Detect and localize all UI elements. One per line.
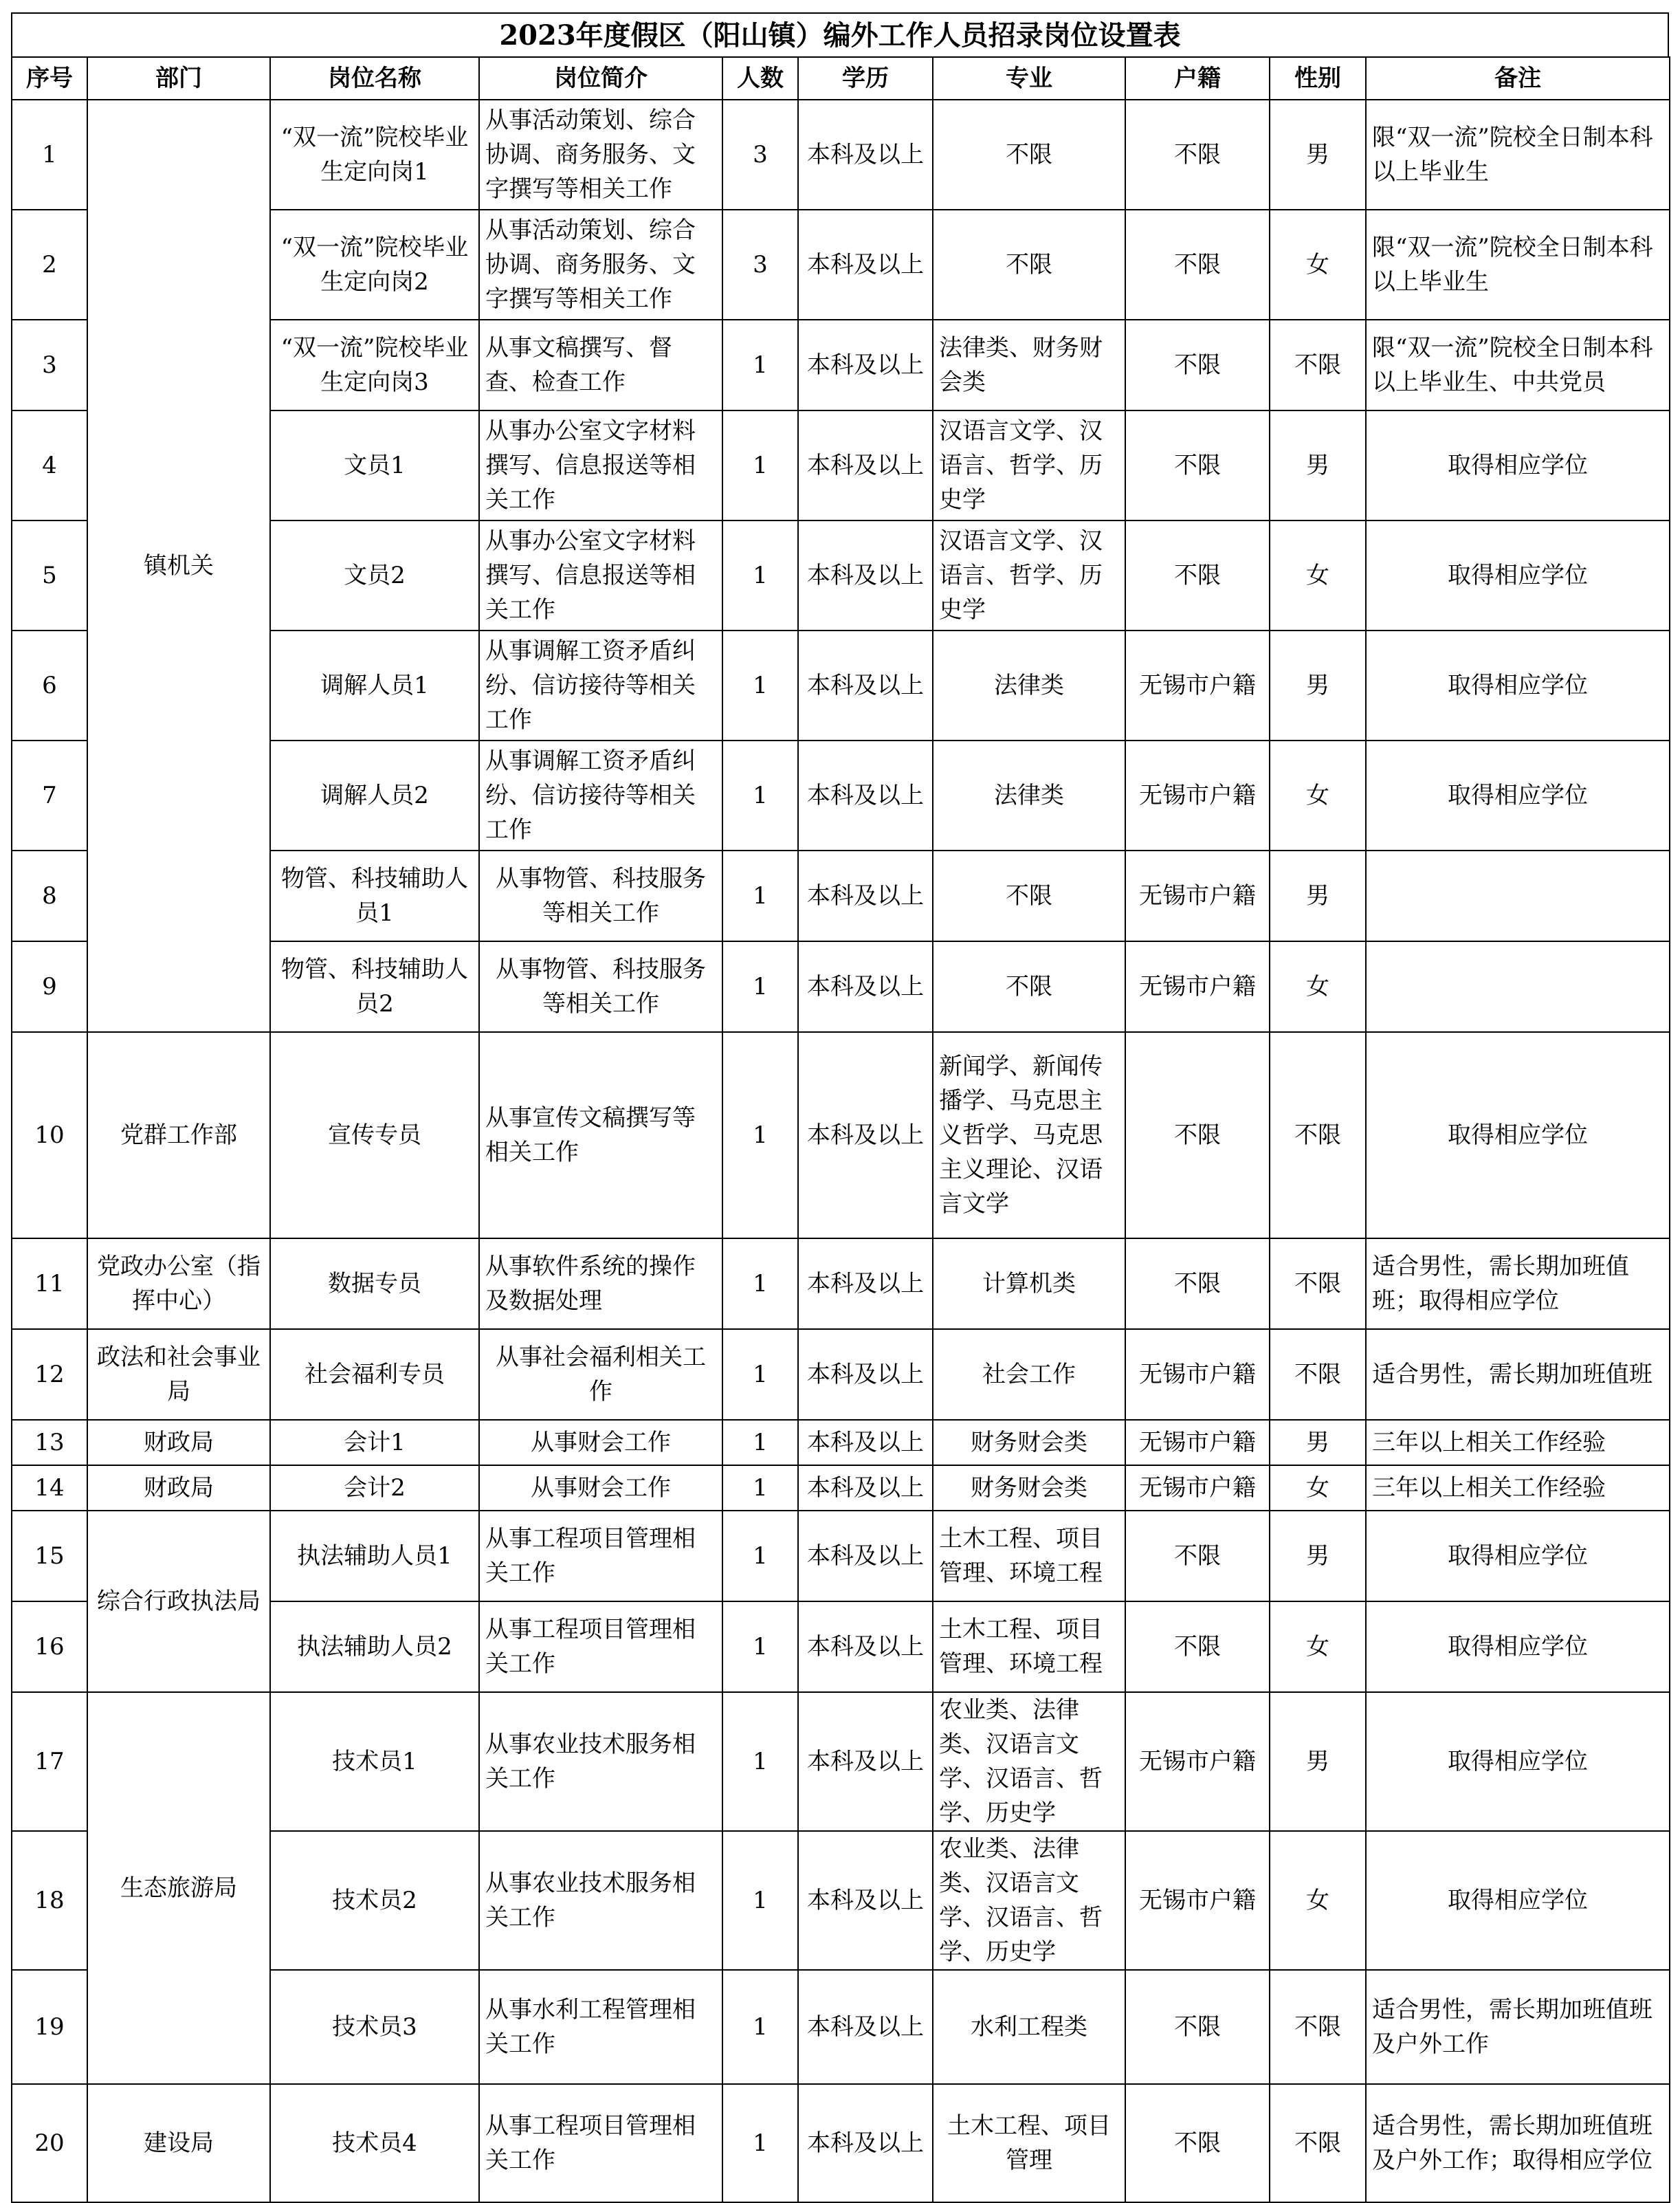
cell-post: 技术员2 bbox=[270, 1831, 479, 1970]
cell-description: 从事物管、科技服务等相关工作 bbox=[479, 941, 722, 1032]
cell-no: 16 bbox=[12, 1601, 87, 1692]
cell-hukou: 不限 bbox=[1125, 1238, 1270, 1329]
cell-post: “双一流”院校毕业生定向岗3 bbox=[270, 320, 479, 410]
cell-note: 取得相应学位 bbox=[1366, 1601, 1670, 1692]
cell-gender: 女 bbox=[1270, 520, 1366, 631]
cell-education: 本科及以上 bbox=[798, 851, 933, 941]
cell-no: 12 bbox=[12, 1329, 87, 1420]
cell-no: 19 bbox=[12, 1970, 87, 2084]
cell-gender: 不限 bbox=[1270, 320, 1366, 410]
cell-major: 财务财会类 bbox=[933, 1465, 1125, 1511]
cell-description: 从事水利工程管理相关工作 bbox=[479, 1970, 722, 2084]
cell-hukou: 不限 bbox=[1125, 2084, 1270, 2202]
cell-description: 从事文稿撰写、督查、检查工作 bbox=[479, 320, 722, 410]
cell-note: 取得相应学位 bbox=[1366, 410, 1670, 520]
header-note: 备注 bbox=[1366, 57, 1670, 100]
table-row bbox=[12, 1032, 1670, 1238]
cell-major: 汉语言文学、汉语言、哲学、历史学 bbox=[933, 520, 1125, 631]
cell-description: 从事工程项目管理相关工作 bbox=[479, 2084, 722, 2202]
cell-count: 1 bbox=[722, 1329, 798, 1420]
cell-department: 党群工作部 bbox=[87, 1032, 270, 1238]
cell-no: 13 bbox=[12, 1420, 87, 1465]
cell-education: 本科及以上 bbox=[798, 2084, 933, 2202]
cell-description: 从事工程项目管理相关工作 bbox=[479, 1601, 722, 1692]
cell-no: 9 bbox=[12, 941, 87, 1032]
cell-description: 从事工程项目管理相关工作 bbox=[479, 1511, 722, 1601]
cell-hukou: 无锡市户籍 bbox=[1125, 1692, 1270, 1831]
cell-note: 取得相应学位 bbox=[1366, 631, 1670, 741]
cell-note: 取得相应学位 bbox=[1366, 520, 1670, 631]
cell-education: 本科及以上 bbox=[798, 1420, 933, 1465]
cell-department: 生态旅游局 bbox=[87, 1692, 270, 2084]
table-row bbox=[12, 2084, 1670, 2202]
cell-gender: 不限 bbox=[1270, 1329, 1366, 1420]
cell-major: 新闻学、新闻传播学、马克思主义哲学、马克思主义理论、汉语言文学 bbox=[933, 1032, 1125, 1238]
cell-major: 土木工程、项目管理、环境工程 bbox=[933, 1601, 1125, 1692]
cell-major: 计算机类 bbox=[933, 1238, 1125, 1329]
cell-note: 限“双一流”院校全日制本科以上毕业生、中共党员 bbox=[1366, 320, 1670, 410]
cell-gender: 女 bbox=[1270, 1831, 1366, 1970]
cell-hukou: 无锡市户籍 bbox=[1125, 941, 1270, 1032]
cell-description: 从事软件系统的操作及数据处理 bbox=[479, 1238, 722, 1329]
header-row bbox=[12, 57, 1670, 100]
table-row bbox=[12, 100, 1670, 210]
table-row bbox=[12, 1511, 1670, 1601]
cell-description: 从事农业技术服务相关工作 bbox=[479, 1692, 722, 1831]
cell-department: 财政局 bbox=[87, 1465, 270, 1511]
header-no: 序号 bbox=[12, 57, 87, 100]
cell-note: 适合男性，需长期加班值班及户外工作；取得相应学位 bbox=[1366, 2084, 1670, 2202]
cell-post: 文员2 bbox=[270, 520, 479, 631]
table-row bbox=[12, 1465, 1670, 1511]
cell-education: 本科及以上 bbox=[798, 1032, 933, 1238]
cell-description: 从事活动策划、综合协调、商务服务、文字撰写等相关工作 bbox=[479, 100, 722, 210]
cell-no: 18 bbox=[12, 1831, 87, 1970]
cell-hukou: 无锡市户籍 bbox=[1125, 1465, 1270, 1511]
cell-major: 法律类、财务财会类 bbox=[933, 320, 1125, 410]
cell-note: 取得相应学位 bbox=[1366, 1831, 1670, 1970]
header-count: 人数 bbox=[722, 57, 798, 100]
cell-post: 调解人员2 bbox=[270, 741, 479, 851]
cell-count: 3 bbox=[722, 210, 798, 320]
table-row bbox=[12, 1692, 1670, 1831]
cell-note: 适合男性，需长期加班值班 bbox=[1366, 1329, 1670, 1420]
cell-major: 土木工程、项目管理、环境工程 bbox=[933, 1511, 1125, 1601]
cell-no: 10 bbox=[12, 1032, 87, 1238]
header-description: 岗位简介 bbox=[479, 57, 722, 100]
document-title: 2023年度假区（阳山镇）编外工作人员招录岗位设置表 bbox=[11, 12, 1669, 56]
cell-education: 本科及以上 bbox=[798, 410, 933, 520]
cell-hukou: 无锡市户籍 bbox=[1125, 1420, 1270, 1465]
cell-major: 不限 bbox=[933, 100, 1125, 210]
cell-gender: 不限 bbox=[1270, 1238, 1366, 1329]
cell-count: 1 bbox=[722, 851, 798, 941]
cell-no: 6 bbox=[12, 631, 87, 741]
cell-note: 取得相应学位 bbox=[1366, 1511, 1670, 1601]
cell-gender: 男 bbox=[1270, 100, 1366, 210]
header-department: 部门 bbox=[87, 57, 270, 100]
table-row bbox=[12, 1329, 1670, 1420]
cell-post: “双一流”院校毕业生定向岗2 bbox=[270, 210, 479, 320]
cell-hukou: 不限 bbox=[1125, 1511, 1270, 1601]
cell-education: 本科及以上 bbox=[798, 1601, 933, 1692]
cell-note bbox=[1366, 851, 1670, 941]
cell-description: 从事财会工作 bbox=[479, 1420, 722, 1465]
cell-education: 本科及以上 bbox=[798, 1970, 933, 2084]
cell-post: 物管、科技辅助人员1 bbox=[270, 851, 479, 941]
cell-hukou: 无锡市户籍 bbox=[1125, 1329, 1270, 1420]
cell-gender: 不限 bbox=[1270, 2084, 1366, 2202]
cell-note bbox=[1366, 941, 1670, 1032]
cell-gender: 女 bbox=[1270, 210, 1366, 320]
cell-count: 1 bbox=[722, 2084, 798, 2202]
cell-post: 社会福利专员 bbox=[270, 1329, 479, 1420]
cell-post: 技术员1 bbox=[270, 1692, 479, 1831]
cell-major: 社会工作 bbox=[933, 1329, 1125, 1420]
cell-count: 1 bbox=[722, 741, 798, 851]
cell-education: 本科及以上 bbox=[798, 1238, 933, 1329]
cell-major: 汉语言文学、汉语言、哲学、历史学 bbox=[933, 410, 1125, 520]
cell-education: 本科及以上 bbox=[798, 1511, 933, 1601]
cell-count: 1 bbox=[722, 1465, 798, 1511]
cell-no: 7 bbox=[12, 741, 87, 851]
cell-gender: 男 bbox=[1270, 1511, 1366, 1601]
cell-count: 1 bbox=[722, 1032, 798, 1238]
cell-gender: 女 bbox=[1270, 741, 1366, 851]
cell-hukou: 不限 bbox=[1125, 410, 1270, 520]
cell-gender: 男 bbox=[1270, 410, 1366, 520]
cell-count: 1 bbox=[722, 1970, 798, 2084]
cell-no: 5 bbox=[12, 520, 87, 631]
cell-major: 水利工程类 bbox=[933, 1970, 1125, 2084]
table-row bbox=[12, 1420, 1670, 1465]
cell-major: 不限 bbox=[933, 851, 1125, 941]
cell-major: 法律类 bbox=[933, 631, 1125, 741]
cell-education: 本科及以上 bbox=[798, 520, 933, 631]
cell-education: 本科及以上 bbox=[798, 320, 933, 410]
cell-major: 农业类、法律类、汉语言文学、汉语言、哲学、历史学 bbox=[933, 1692, 1125, 1831]
cell-post: 执法辅助人员2 bbox=[270, 1601, 479, 1692]
header-major: 专业 bbox=[933, 57, 1125, 100]
cell-hukou: 无锡市户籍 bbox=[1125, 631, 1270, 741]
cell-gender: 女 bbox=[1270, 941, 1366, 1032]
cell-education: 本科及以上 bbox=[798, 100, 933, 210]
cell-hukou: 不限 bbox=[1125, 520, 1270, 631]
cell-education: 本科及以上 bbox=[798, 741, 933, 851]
cell-gender: 不限 bbox=[1270, 1970, 1366, 2084]
cell-gender: 男 bbox=[1270, 851, 1366, 941]
cell-department: 综合行政执法局 bbox=[87, 1511, 270, 1692]
cell-description: 从事农业技术服务相关工作 bbox=[479, 1831, 722, 1970]
cell-post: 宣传专员 bbox=[270, 1032, 479, 1238]
cell-hukou: 不限 bbox=[1125, 1970, 1270, 2084]
cell-count: 3 bbox=[722, 100, 798, 210]
cell-education: 本科及以上 bbox=[798, 941, 933, 1032]
cell-description: 从事办公室文字材料撰写、信息报送等相关工作 bbox=[479, 410, 722, 520]
cell-major: 农业类、法律类、汉语言文学、汉语言、哲学、历史学 bbox=[933, 1831, 1125, 1970]
header-education: 学历 bbox=[798, 57, 933, 100]
cell-post: “双一流”院校毕业生定向岗1 bbox=[270, 100, 479, 210]
cell-hukou: 无锡市户籍 bbox=[1125, 851, 1270, 941]
cell-no: 14 bbox=[12, 1465, 87, 1511]
cell-count: 1 bbox=[722, 1238, 798, 1329]
cell-description: 从事活动策划、综合协调、商务服务、文字撰写等相关工作 bbox=[479, 210, 722, 320]
cell-gender: 女 bbox=[1270, 1601, 1366, 1692]
cell-count: 1 bbox=[722, 320, 798, 410]
header-gender: 性别 bbox=[1270, 57, 1366, 100]
table-row bbox=[12, 1238, 1670, 1329]
cell-note: 适合男性，需长期加班值班及户外工作 bbox=[1366, 1970, 1670, 2084]
cell-post: 会计2 bbox=[270, 1465, 479, 1511]
cell-count: 1 bbox=[722, 520, 798, 631]
cell-education: 本科及以上 bbox=[798, 1692, 933, 1831]
cell-post: 技术员4 bbox=[270, 2084, 479, 2202]
cell-count: 1 bbox=[722, 1831, 798, 1970]
header-post: 岗位名称 bbox=[270, 57, 479, 100]
cell-gender: 不限 bbox=[1270, 1032, 1366, 1238]
cell-no: 3 bbox=[12, 320, 87, 410]
cell-count: 1 bbox=[722, 1511, 798, 1601]
cell-no: 20 bbox=[12, 2084, 87, 2202]
cell-gender: 男 bbox=[1270, 1420, 1366, 1465]
cell-no: 1 bbox=[12, 100, 87, 210]
cell-major: 财务财会类 bbox=[933, 1420, 1125, 1465]
cell-post: 文员1 bbox=[270, 410, 479, 520]
cell-no: 8 bbox=[12, 851, 87, 941]
cell-major: 不限 bbox=[933, 210, 1125, 320]
cell-count: 1 bbox=[722, 1420, 798, 1465]
cell-hukou: 无锡市户籍 bbox=[1125, 1831, 1270, 1970]
cell-no: 15 bbox=[12, 1511, 87, 1601]
cell-department: 建设局 bbox=[87, 2084, 270, 2202]
cell-education: 本科及以上 bbox=[798, 1831, 933, 1970]
cell-education: 本科及以上 bbox=[798, 1465, 933, 1511]
cell-count: 1 bbox=[722, 1601, 798, 1692]
cell-major: 土木工程、项目管理 bbox=[933, 2084, 1125, 2202]
cell-department: 政法和社会事业局 bbox=[87, 1329, 270, 1420]
cell-gender: 男 bbox=[1270, 631, 1366, 741]
cell-note: 三年以上相关工作经验 bbox=[1366, 1420, 1670, 1465]
cell-hukou: 不限 bbox=[1125, 1601, 1270, 1692]
cell-hukou: 不限 bbox=[1125, 100, 1270, 210]
cell-count: 1 bbox=[722, 410, 798, 520]
cell-hukou: 无锡市户籍 bbox=[1125, 741, 1270, 851]
recruitment-table bbox=[11, 56, 1670, 2203]
cell-description: 从事财会工作 bbox=[479, 1465, 722, 1511]
cell-education: 本科及以上 bbox=[798, 631, 933, 741]
cell-major: 不限 bbox=[933, 941, 1125, 1032]
cell-department: 党政办公室（指挥中心） bbox=[87, 1238, 270, 1329]
cell-major: 法律类 bbox=[933, 741, 1125, 851]
cell-hukou: 不限 bbox=[1125, 320, 1270, 410]
cell-gender: 男 bbox=[1270, 1692, 1366, 1831]
cell-post: 技术员3 bbox=[270, 1970, 479, 2084]
cell-description: 从事调解工资矛盾纠纷、信访接待等相关工作 bbox=[479, 631, 722, 741]
cell-count: 1 bbox=[722, 1692, 798, 1831]
cell-no: 4 bbox=[12, 410, 87, 520]
cell-note: 限“双一流”院校全日制本科以上毕业生 bbox=[1366, 210, 1670, 320]
cell-education: 本科及以上 bbox=[798, 1329, 933, 1420]
cell-description: 从事社会福利相关工作 bbox=[479, 1329, 722, 1420]
cell-note: 取得相应学位 bbox=[1366, 1692, 1670, 1831]
cell-description: 从事调解工资矛盾纠纷、信访接待等相关工作 bbox=[479, 741, 722, 851]
cell-description: 从事物管、科技服务等相关工作 bbox=[479, 851, 722, 941]
cell-post: 数据专员 bbox=[270, 1238, 479, 1329]
cell-hukou: 不限 bbox=[1125, 210, 1270, 320]
cell-department: 镇机关 bbox=[87, 100, 270, 1032]
cell-no: 17 bbox=[12, 1692, 87, 1831]
cell-count: 1 bbox=[722, 631, 798, 741]
cell-note: 适合男性，需长期加班值班；取得相应学位 bbox=[1366, 1238, 1670, 1329]
cell-department: 财政局 bbox=[87, 1420, 270, 1465]
cell-hukou: 不限 bbox=[1125, 1032, 1270, 1238]
cell-post: 调解人员1 bbox=[270, 631, 479, 741]
cell-count: 1 bbox=[722, 941, 798, 1032]
cell-post: 会计1 bbox=[270, 1420, 479, 1465]
cell-post: 执法辅助人员1 bbox=[270, 1511, 479, 1601]
cell-post: 物管、科技辅助人员2 bbox=[270, 941, 479, 1032]
cell-note: 取得相应学位 bbox=[1366, 1032, 1670, 1238]
cell-note: 取得相应学位 bbox=[1366, 741, 1670, 851]
cell-note: 三年以上相关工作经验 bbox=[1366, 1465, 1670, 1511]
cell-description: 从事办公室文字材料撰写、信息报送等相关工作 bbox=[479, 520, 722, 631]
cell-description: 从事宣传文稿撰写等相关工作 bbox=[479, 1032, 722, 1238]
cell-note: 限“双一流”院校全日制本科以上毕业生 bbox=[1366, 100, 1670, 210]
cell-education: 本科及以上 bbox=[798, 210, 933, 320]
cell-no: 2 bbox=[12, 210, 87, 320]
cell-gender: 女 bbox=[1270, 1465, 1366, 1511]
cell-no: 11 bbox=[12, 1238, 87, 1329]
header-hukou: 户籍 bbox=[1125, 57, 1270, 100]
